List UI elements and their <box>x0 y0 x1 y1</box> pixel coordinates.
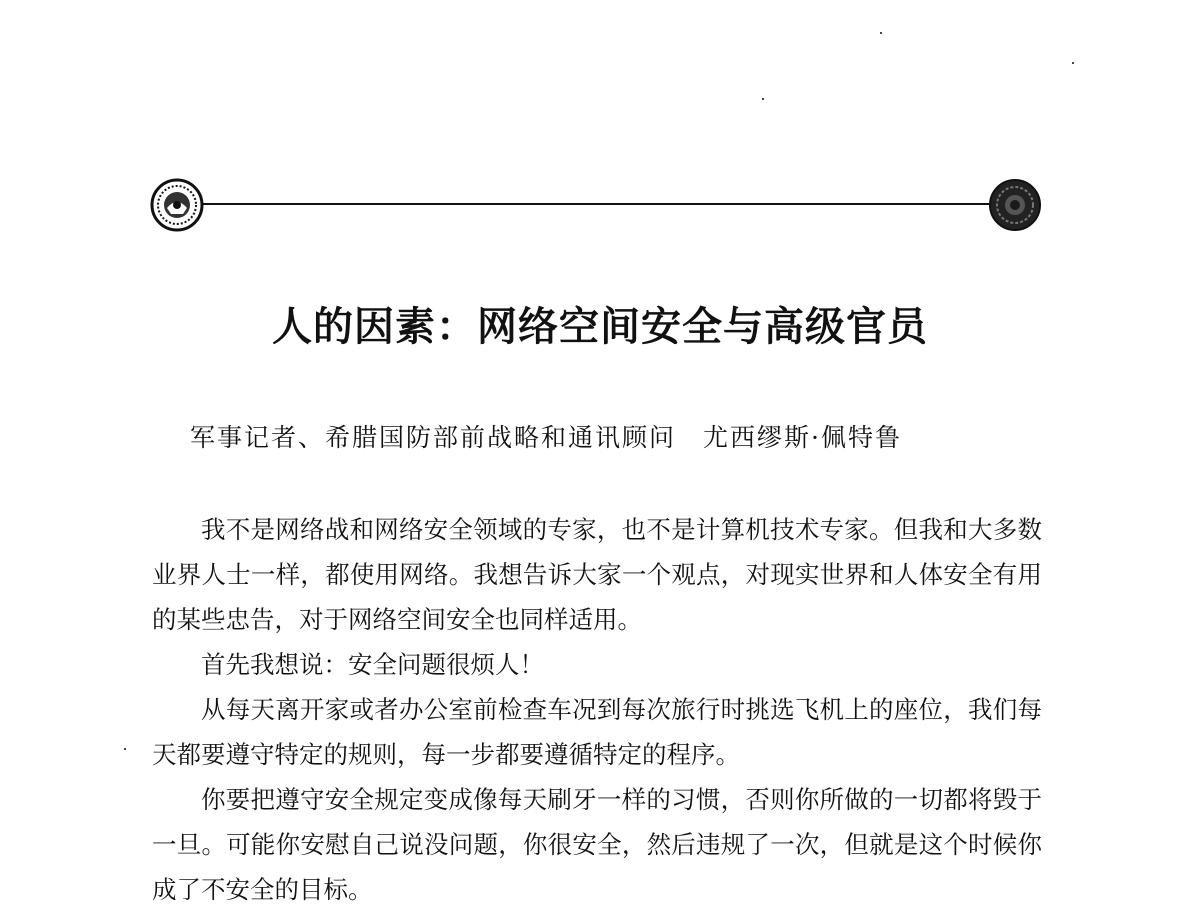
scan-speck <box>124 748 126 750</box>
paragraph: 你要把遵守安全规定变成像每天刷牙一样的习惯，否则你所做的一切都将毁于一旦。可能你安慰自己说没问题，你很安全，然后违规了一次，但就是这个时候你成了不安全的目标。 <box>152 785 1042 904</box>
scan-speck <box>762 98 764 100</box>
scan-speck <box>880 32 882 34</box>
divider-line <box>178 203 1014 205</box>
emblem-icon <box>150 178 204 232</box>
scan-speck <box>1072 62 1074 64</box>
article-body <box>152 507 1042 912</box>
header-rule <box>150 178 1042 234</box>
paragraph: 从每天离开家或者办公室前检查车况到每次旅行时挑选飞机上的座位，我们每天都要遵守特定的规则，每一步都要遵循特定的程序。 <box>152 695 1042 769</box>
paragraph: 我不是网络战和网络安全领域的专家，也不是计算机技术专家。但我和大多数业界人士一样，都使用网络。我想告诉大家一个观点，对现实世界和人体安全有用的某些忠告，对于网络空间安全也同样适用。 <box>152 515 1042 634</box>
article-title: 人的因素：网络空间安全与高级官员 <box>272 304 928 350</box>
author-byline: 军事记者、希腊国防部前战略和通讯顾问 尤西缪斯·佩特鲁 <box>190 423 902 452</box>
paragraph: 首先我想说：安全问题很烦人！ <box>201 650 544 679</box>
emblem-icon <box>988 178 1042 232</box>
